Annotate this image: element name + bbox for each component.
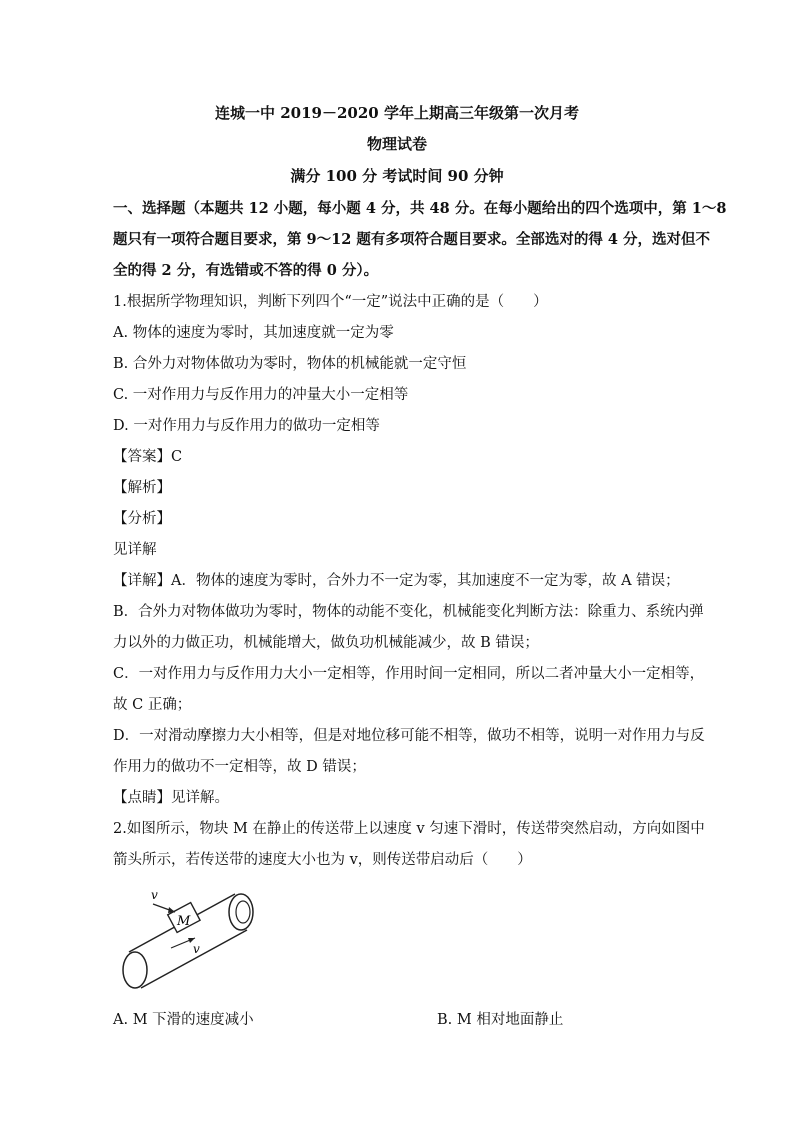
q2-stem-line1: 2.如图所示，物块 M 在静止的传送带上以速度 v 匀速下滑时，传送带突然启动，方向如图中 <box>113 821 705 837</box>
block-velocity-arrowhead <box>168 907 175 913</box>
q1-option-c: C. 一对作用力与反作用力的冲量大小一定相等 <box>113 387 409 403</box>
q2-option-b: B. M 相对地面静止 <box>437 1012 564 1028</box>
q1-detail-d2: 作用力的做功不一定相等，故 D 错误； <box>113 759 366 775</box>
belt-velocity-label: v <box>193 942 200 956</box>
exam-subject: 物理试卷 <box>366 135 427 153</box>
q1-option-b: B. 合外力对物体做功为零时，物体的机械能就一定守恒 <box>113 356 467 372</box>
section-heading-line3: 全的得 2 分，有选错或不答的得 0 分）。 <box>113 262 379 279</box>
exam-info: 满分 100 分 考试时间 90 分钟 <box>290 167 504 185</box>
q1-detail-b2: 力以外的力做正功，机械能增大，做负功机械能减少，故 B 错误； <box>113 635 539 651</box>
section-heading-line2: 题只有一项符合题目要求，第 9～12 题有多项符合题目要求。全部选对的得 4 分，选对但不 <box>113 231 711 248</box>
q1-detail-d1: D．一对滑动摩擦力大小相等，但是对地位移可能不相等，做功不相等，说明一对作用力与反 <box>113 728 705 744</box>
exam-title: 连城一中 2019－2020 学年上期高三年级第一次月考 <box>215 104 579 122</box>
q1-answer: 【答案】C <box>113 449 183 465</box>
q2-option-a: A. M 下滑的速度减小 <box>113 1012 254 1028</box>
block-velocity-label: v <box>151 888 158 902</box>
q1-option-d: D. 一对作用力与反作用力的做功一定相等 <box>113 418 380 434</box>
q2-stem-line2: 箭头所示，若传送带的速度大小也为 v，则传送带启动后（ ） <box>113 852 532 868</box>
upper-roller-inner <box>236 901 250 923</box>
q1-jiexi: 【解析】 <box>113 480 171 496</box>
q1-option-a: A. 物体的速度为零时，其加速度就一定为零 <box>113 325 394 341</box>
q1-fenxi: 【分析】 <box>113 511 171 527</box>
q1-jianxiangjie: 见详解 <box>113 542 157 558</box>
q1-detail-a: 【详解】A．物体的速度为零时，合外力不一定为零，其加速度不一定为零，故 A 错误； <box>113 573 680 589</box>
q1-detail-c1: C．一对作用力与反作用力大小一定相等，作用时间一定相同，所以二者冲量大小一定相等， <box>113 666 705 682</box>
conveyor-belt-figure <box>113 880 273 992</box>
q1-detail-b1: B．合外力对物体做功为零时，物体的动能不变化，机械能变化判断方法：除重力、系统内弹 <box>113 604 704 620</box>
section-heading-line1: 一、选择题（本题共 12 小题，每小题 4 分，共 48 分。在每小题给出的四个选项中，第 1～8 <box>113 200 727 217</box>
block-label: M <box>177 914 191 929</box>
q1-dianjing: 【点睛】见详解。 <box>113 790 229 806</box>
q1-detail-c2: 故 C 正确； <box>113 697 192 713</box>
lower-roller <box>123 952 147 988</box>
q1-stem: 1.根据所学物理知识，判断下列四个“一定”说法中正确的是（ ） <box>113 294 548 310</box>
